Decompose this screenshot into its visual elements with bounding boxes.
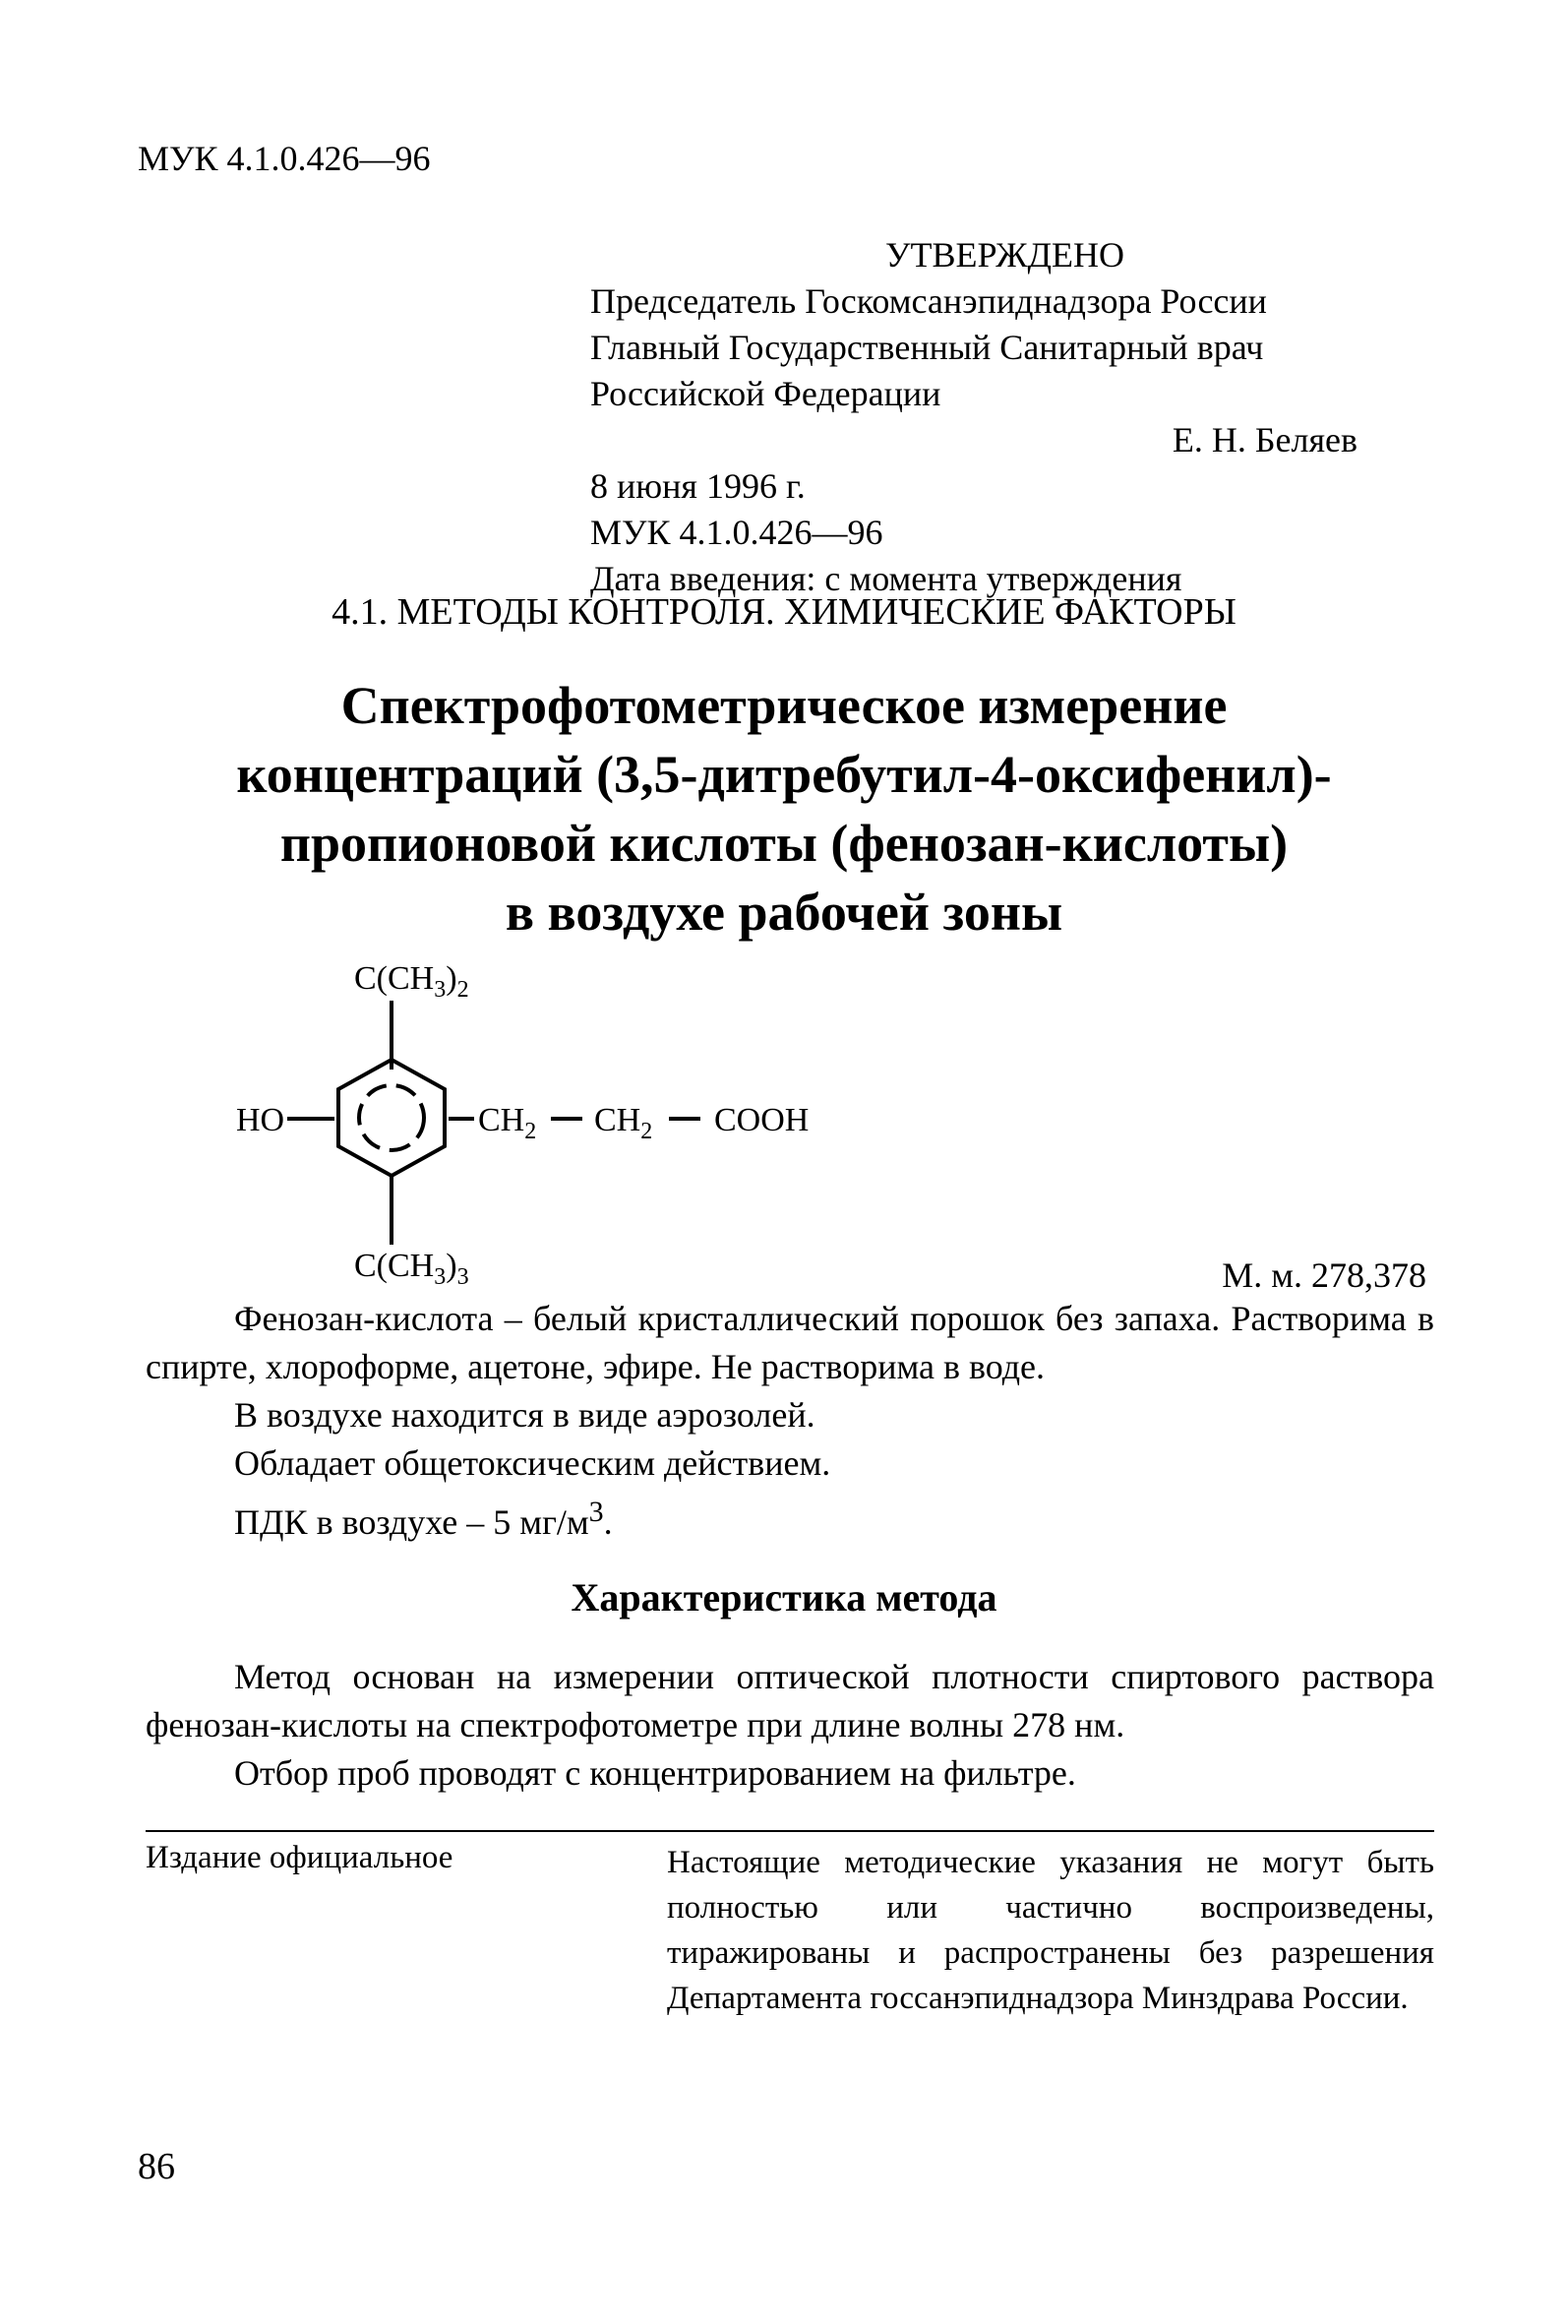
approval-block bbox=[590, 232, 1357, 602]
aromatic-circle bbox=[359, 1085, 424, 1150]
pdk-text: ПДК в воздухе – 5 мг/м bbox=[234, 1502, 589, 1542]
method-paragraph-1: Метод основан на измерении оптической плотности спиртового раствора фенозан-кислоты на спектрофотометре при длине волны 278 нм. bbox=[146, 1657, 1434, 1744]
description-line-1: Фенозан-кислота – белый кристаллический порошок без запаха. Растворима в спирте, хлороформе, ацетоне, эфире. Не растворима в воде. bbox=[146, 1299, 1434, 1386]
molar-mass: М. м. 278,378 bbox=[1222, 1255, 1426, 1295]
approval-date: 8 июня 1996 г. bbox=[590, 466, 806, 506]
pdk-superscript: 3 bbox=[588, 1496, 604, 1528]
formula-hydroxyl: HO bbox=[236, 1102, 285, 1138]
page-number: 86 bbox=[138, 2146, 175, 2187]
pdk-end: . bbox=[603, 1502, 613, 1542]
formula-bottom-group: $C(CH_3)_3$ bbox=[354, 1248, 469, 1290]
structural-formula bbox=[216, 940, 1023, 1294]
approval-line-2: Главный Государственный Санитарный врач bbox=[590, 328, 1264, 367]
title-line-1: Спектрофотометрическое измерение bbox=[340, 676, 1228, 735]
description-pdk bbox=[146, 1488, 1434, 1547]
document-title bbox=[118, 671, 1450, 947]
formula-chain-1: $CH_2$ bbox=[478, 1102, 537, 1144]
benzene-ring bbox=[338, 1060, 445, 1176]
title-line-3: пропионовой кислоты (фенозан-кислоты) bbox=[279, 814, 1289, 873]
footer-edition: Издание официальное bbox=[146, 1840, 453, 1875]
title-line-2: концентраций (3,5-дитребутил-4-оксифенил)- bbox=[236, 745, 1332, 804]
method-heading: Характеристика метода bbox=[571, 1575, 997, 1620]
approval-line-1: Председатель Госкомсанэпиднадзора России bbox=[590, 281, 1267, 321]
formula-chain-2: $CH_2$ bbox=[594, 1102, 653, 1144]
approval-code: МУК 4.1.0.426—96 bbox=[590, 513, 883, 552]
method-paragraph-2: Отбор проб проводят с концентрированием на фильтре. bbox=[234, 1753, 1076, 1793]
description-block bbox=[146, 1295, 1434, 1547]
approval-intro-date: Дата введения: с момента утверждения bbox=[590, 559, 1182, 598]
footer-divider bbox=[146, 1830, 1434, 1832]
formula-top-group: $C(CH_3)_2$ bbox=[354, 960, 469, 1003]
method-block bbox=[146, 1653, 1434, 1798]
formula-drawing bbox=[216, 940, 1023, 1294]
formula-carboxyl: COOH bbox=[714, 1102, 810, 1138]
approval-signer: Е. Н. Беляев bbox=[1172, 420, 1357, 459]
document-code: МУК 4.1.0.426—96 bbox=[138, 139, 431, 178]
approval-heading: УТВЕРЖДЕНО bbox=[885, 235, 1125, 275]
section-heading: 4.1. МЕТОДЫ КОНТРОЛЯ. ХИМИЧЕСКИЕ ФАКТОРЫ bbox=[332, 591, 1236, 633]
description-line-3: Обладает общетоксическим действием. bbox=[234, 1443, 831, 1483]
footer-notice: Настоящие методические указания не могут быть полностью или частично воспроизведены, тиражированы и распространены без разрешения Департамента госсанэпиднадзора Минздрава России. bbox=[667, 1845, 1434, 2016]
title-line-4: в воздухе рабочей зоны bbox=[505, 883, 1063, 942]
approval-line-3: Российской Федерации bbox=[590, 374, 941, 413]
description-line-2: В воздухе находится в виде аэрозолей. bbox=[234, 1395, 815, 1435]
